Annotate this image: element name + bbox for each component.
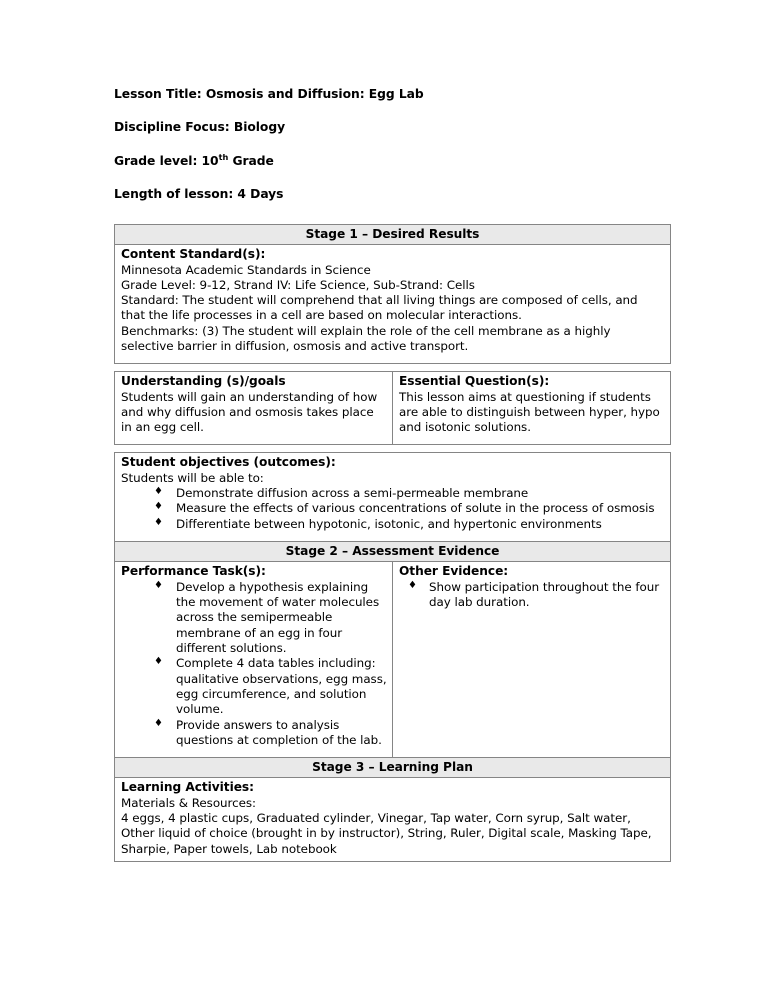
understanding-essential-row xyxy=(115,372,671,445)
stage2-header-cell xyxy=(115,542,671,562)
spacer-cell-left-2 xyxy=(115,445,393,453)
stage2-header-row xyxy=(115,542,671,562)
essential-questions-body: This lesson aims at questioning if students are able to distinguish between hyper, hypo and isotonic solutions. xyxy=(399,389,660,435)
document-header xyxy=(114,88,661,200)
spacer-cell-left-1 xyxy=(115,364,393,372)
student-objectives-title: Student objectives (outcomes): xyxy=(121,455,336,470)
performance-task-text-1: Develop a hypothesis explaining the movement of water molecules across the semipermeable membrane of an egg in four different solutions. xyxy=(176,579,380,655)
learning-activities-title: Learning Activities: xyxy=(121,780,254,795)
lesson-plan-table xyxy=(114,224,671,862)
spacer-row-1 xyxy=(115,364,671,372)
length-of-lesson-line: Length of lesson: 4 Days xyxy=(114,186,284,201)
performance-task-text-2: Complete 4 data tables including: qualitative observations, egg mass, egg circumference, and solution volume. xyxy=(176,656,387,717)
diamond-bullet-icon: ♦ xyxy=(154,656,163,668)
content-standards-row xyxy=(115,245,671,364)
essential-questions-title: Essential Question(s): xyxy=(399,374,550,389)
diamond-bullet-icon: ♦ xyxy=(154,579,163,591)
content-standards-line-2: Grade Level: 9-12, Strand IV: Life Science, Sub-Strand: Cells xyxy=(121,277,475,292)
stage1-header-row xyxy=(115,225,671,245)
stage3-header-text: Stage 3 – Learning Plan xyxy=(312,760,473,775)
stage1-header-cell xyxy=(115,225,671,245)
diamond-bullet-icon: ♦ xyxy=(154,501,163,513)
student-objective-text-2: Measure the effects of various concentrations of solute in the process of osmosis xyxy=(176,501,655,516)
content-standards-line-1: Minnesota Academic Standards in Science xyxy=(121,262,371,277)
lesson-title-line: Lesson Title: Osmosis and Diffusion: Egg Lab xyxy=(114,87,424,101)
performance-tasks-list xyxy=(121,580,387,749)
other-evidence-text-1: Show participation throughout the four day lab duration. xyxy=(429,579,660,609)
content-standards-line-4: Benchmarks: (3) The student will explain the role of the cell membrane as a highly selective barrier in diffusion, osmosis and active transport. xyxy=(121,323,611,353)
spacer-cell-right-1 xyxy=(393,364,671,372)
diamond-bullet-icon: ♦ xyxy=(154,486,163,498)
content-standards-cell xyxy=(115,245,671,364)
list-item xyxy=(399,580,665,611)
student-objectives-intro: Students will be able to: xyxy=(121,470,264,485)
performance-tasks-cell xyxy=(115,562,393,758)
diamond-bullet-icon: ♦ xyxy=(408,579,417,591)
other-evidence-list xyxy=(399,580,665,611)
student-objective-text-1: Demonstrate diffusion across a semi-permeable membrane xyxy=(176,486,529,501)
list-item xyxy=(121,517,665,532)
understanding-goals-cell xyxy=(115,372,393,445)
student-objectives-list xyxy=(121,486,665,532)
spacer-cell-right-2 xyxy=(393,445,671,453)
grade-level-superscript: th xyxy=(218,151,229,162)
student-objective-text-3: Differentiate between hypotonic, isotonic, and hypertonic environments xyxy=(176,516,602,531)
list-item xyxy=(121,718,387,749)
stage3-header-cell xyxy=(115,758,671,778)
list-item xyxy=(121,486,665,501)
learning-activities-cell xyxy=(115,778,671,861)
grade-level-prefix: Grade level: 10 xyxy=(114,153,219,168)
other-evidence-cell xyxy=(393,562,671,758)
materials-resources-text: 4 eggs, 4 plastic cups, Graduated cylinder, Vinegar, Tap water, Corn syrup, Salt water, Other liquid of choice (brought in by instructor), String, Ruler, Digital scale, Masking Tape, Sharpie, Paper towels, Lab notebook xyxy=(121,811,652,856)
stage1-header-text: Stage 1 – Desired Results xyxy=(305,227,480,242)
discipline-focus-line: Discipline Focus: Biology xyxy=(114,120,286,135)
performance-tasks-title: Performance Task(s): xyxy=(121,564,266,579)
assessment-evidence-row xyxy=(115,562,671,758)
content-standards-line-3: Standard: The student will comprehend that all living things are composed of cells, and that the life processes in a cell are based on molecular interactions. xyxy=(121,293,638,323)
understanding-goals-body: Students will gain an understanding of how and why diffusion and osmosis takes place in an egg cell. xyxy=(121,389,378,435)
diamond-bullet-icon: ♦ xyxy=(154,717,163,729)
student-objectives-row xyxy=(115,453,671,542)
understanding-goals-title: Understanding (s)/goals xyxy=(121,374,286,389)
content-standards-title: Content Standard(s): xyxy=(121,247,266,262)
essential-questions-cell xyxy=(393,372,671,445)
diamond-bullet-icon: ♦ xyxy=(154,516,163,528)
learning-activities-row xyxy=(115,778,671,861)
stage3-header-row xyxy=(115,758,671,778)
list-item xyxy=(121,656,387,717)
list-item xyxy=(121,501,665,516)
student-objectives-cell xyxy=(115,453,671,542)
list-item xyxy=(121,580,387,657)
stage2-header-text: Stage 2 – Assessment Evidence xyxy=(285,544,500,559)
materials-resources-subtitle: Materials & Resources: xyxy=(121,795,256,810)
other-evidence-title: Other Evidence: xyxy=(399,564,509,579)
performance-task-text-3: Provide answers to analysis questions at completion of the lab. xyxy=(176,717,382,747)
grade-level-line xyxy=(114,151,661,168)
spacer-row-2 xyxy=(115,445,671,453)
grade-level-suffix: Grade xyxy=(228,153,274,168)
